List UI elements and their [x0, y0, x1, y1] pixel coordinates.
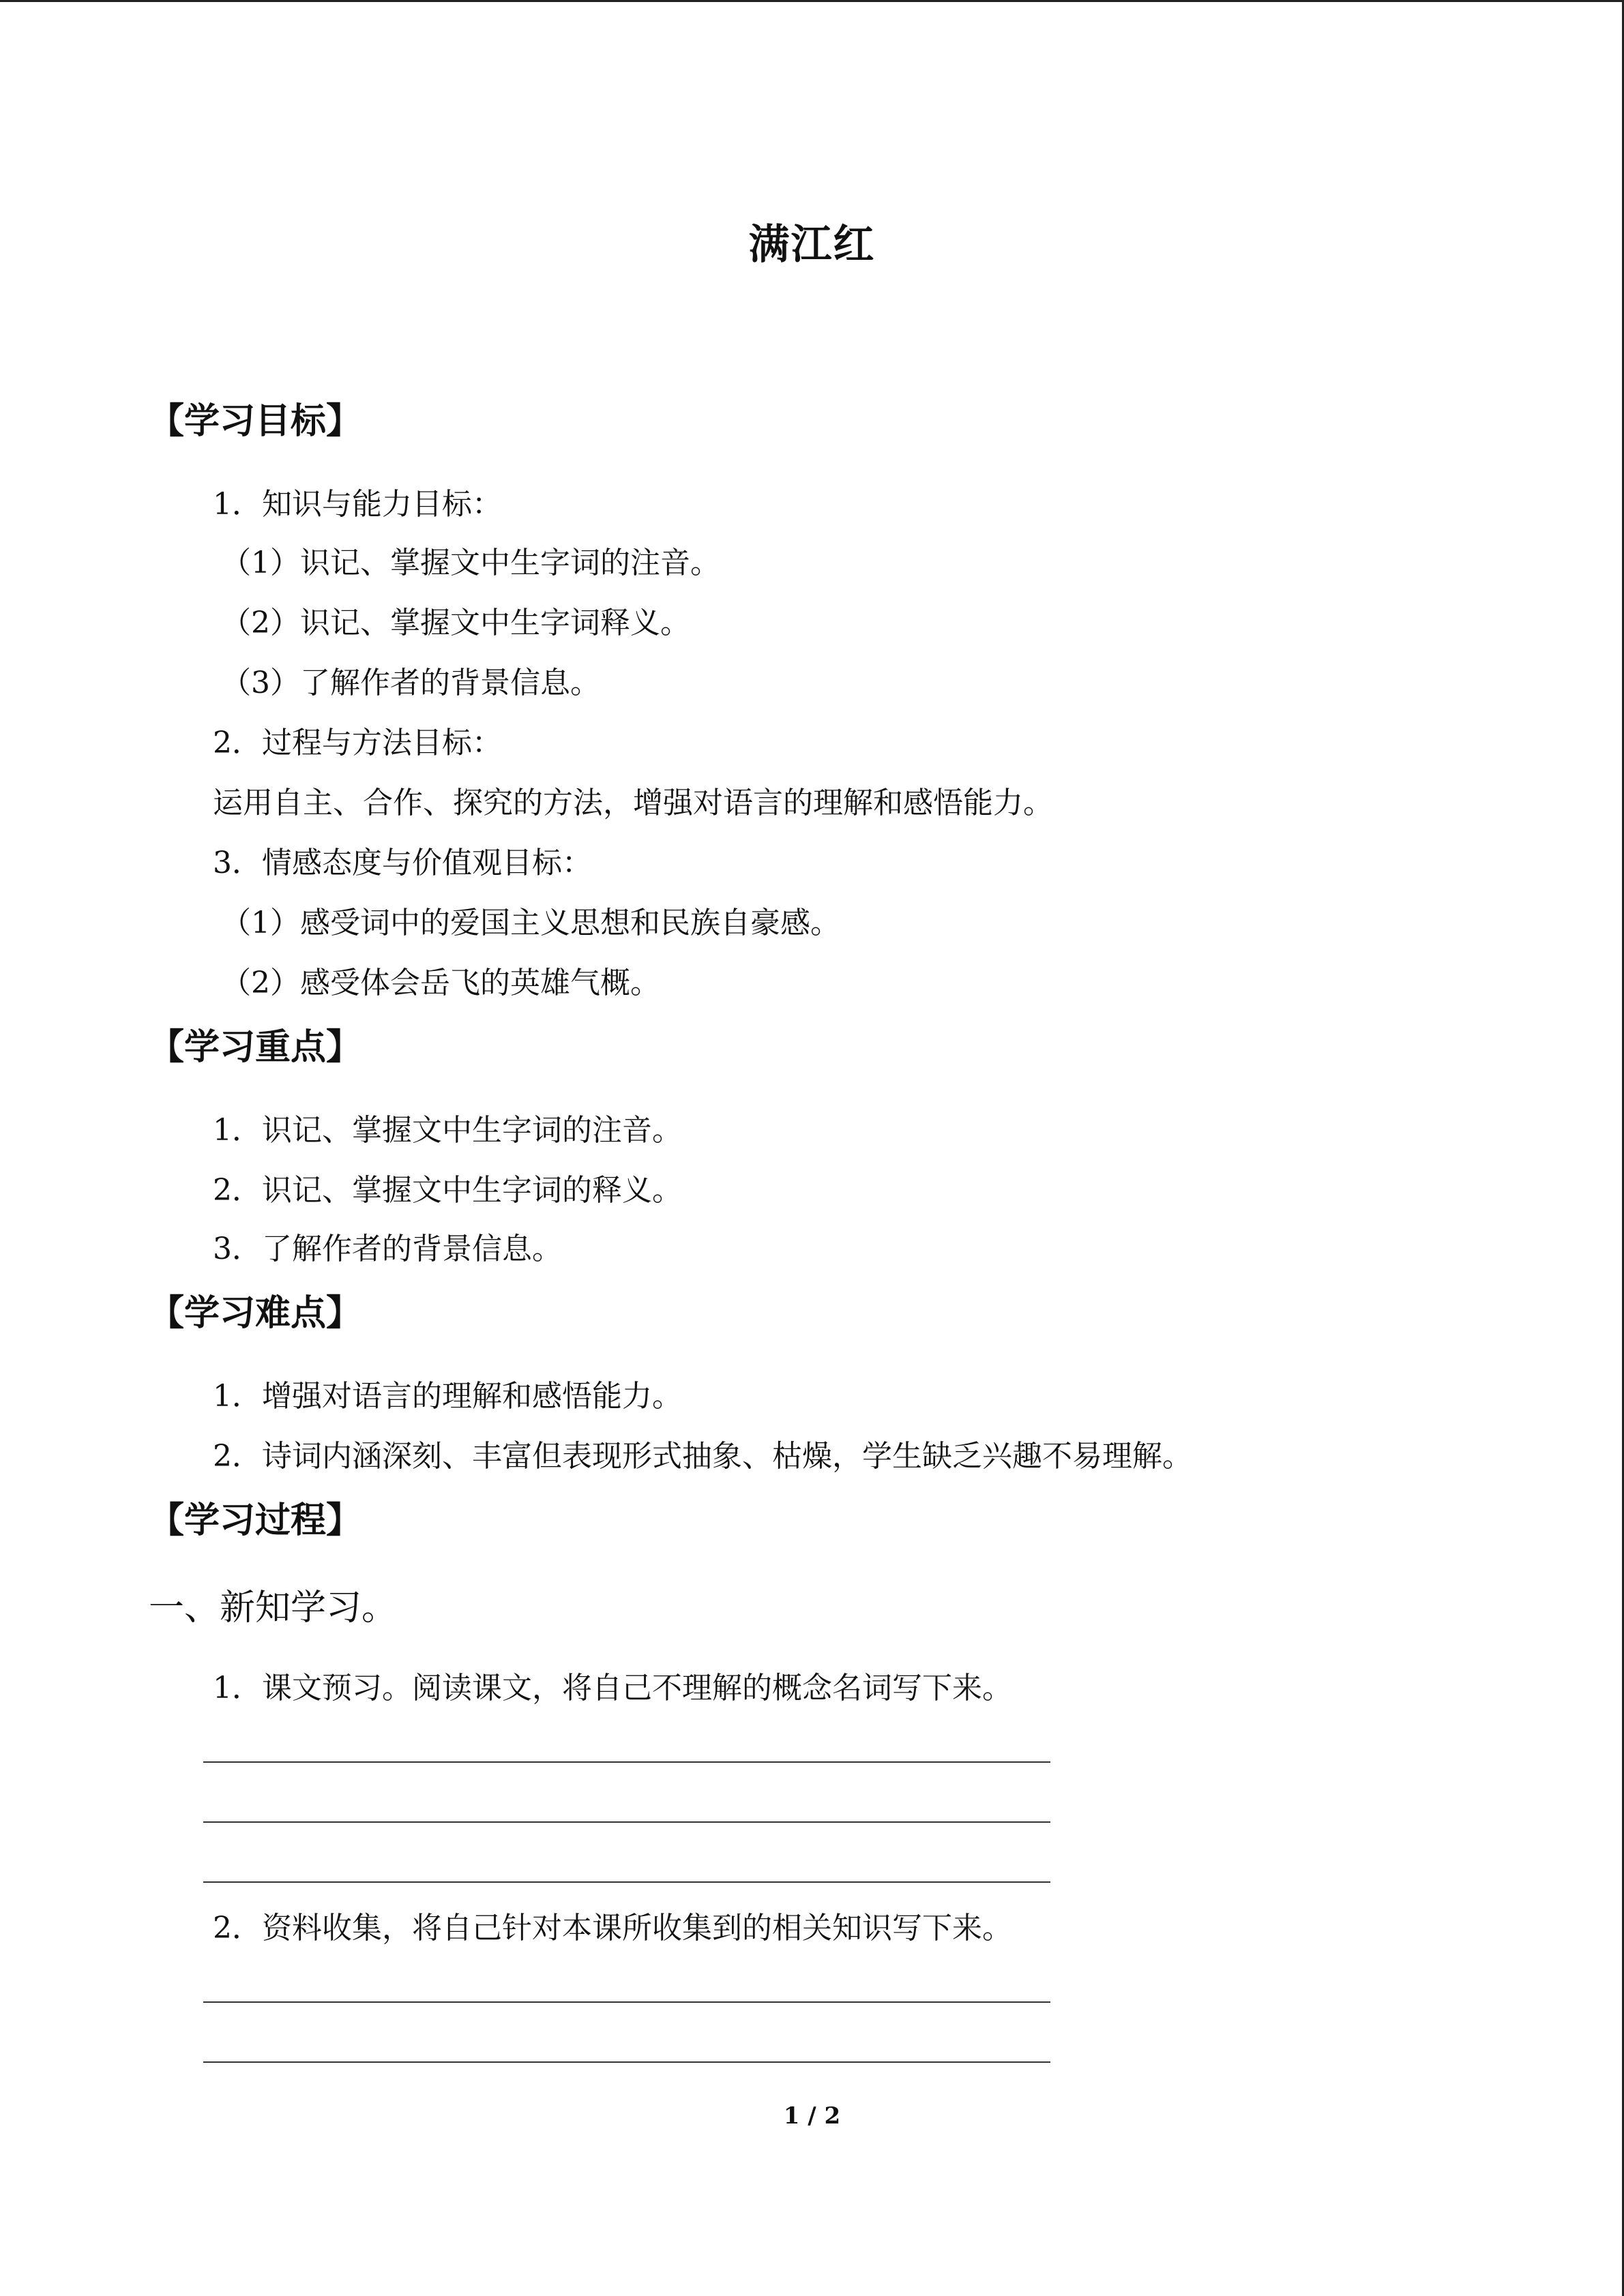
section-title: 一、新知学习。	[149, 1587, 398, 1628]
difficulties-line: 1．增强对语言的理解和感悟能力。	[213, 1379, 682, 1414]
answer-line[interactable]	[203, 1761, 1050, 1763]
key-points-line: 2．识记、掌握文中生字词的释义。	[213, 1173, 682, 1208]
exercise-prompt: 1．课文预习。阅读课文，将自己不理解的概念名词写下来。	[213, 1671, 1012, 1705]
goals-line: 2．过程与方法目标：	[213, 726, 502, 760]
difficulties-heading: 【学习难点】	[149, 1293, 362, 1334]
page-title: 满江红	[748, 221, 876, 269]
goals-line: 1．知识与能力目标：	[213, 487, 502, 522]
goals-line: 3．情感态度与价值观目标：	[213, 846, 592, 880]
key-points-line: 3．了解作者的背景信息。	[213, 1232, 562, 1266]
answer-line[interactable]	[203, 1881, 1050, 1883]
answer-line[interactable]	[203, 2061, 1050, 2063]
goals-line: （1）感受词中的爱国主义思想和民族自豪感。	[221, 906, 840, 940]
key-points-line: 1．识记、掌握文中生字词的注音。	[213, 1113, 682, 1148]
page-number: 1 / 2	[783, 2102, 841, 2130]
goals-line: （2）识记、掌握文中生字词释义。	[221, 606, 690, 640]
process-heading: 【学习过程】	[149, 1500, 362, 1541]
exercise-prompt: 2．资料收集，将自己针对本课所收集到的相关知识写下来。	[213, 1911, 1012, 1945]
answer-line[interactable]	[203, 2001, 1050, 2003]
goals-line: （3）了解作者的背景信息。	[221, 666, 600, 700]
goals-line: （1）识记、掌握文中生字词的注音。	[221, 546, 720, 580]
answer-line[interactable]	[203, 1821, 1050, 1823]
goals-line: （2）感受体会岳飞的英雄气概。	[221, 966, 660, 1000]
difficulties-line: 2．诗词内涵深刻、丰富但表现形式抽象、枯燥，学生缺乏兴趣不易理解。	[213, 1439, 1192, 1474]
goals-heading: 【学习目标】	[149, 401, 362, 442]
goals-line: 运用自主、合作、探究的方法，增强对语言的理解和感悟能力。	[213, 786, 1053, 820]
key-points-heading: 【学习重点】	[149, 1027, 362, 1068]
